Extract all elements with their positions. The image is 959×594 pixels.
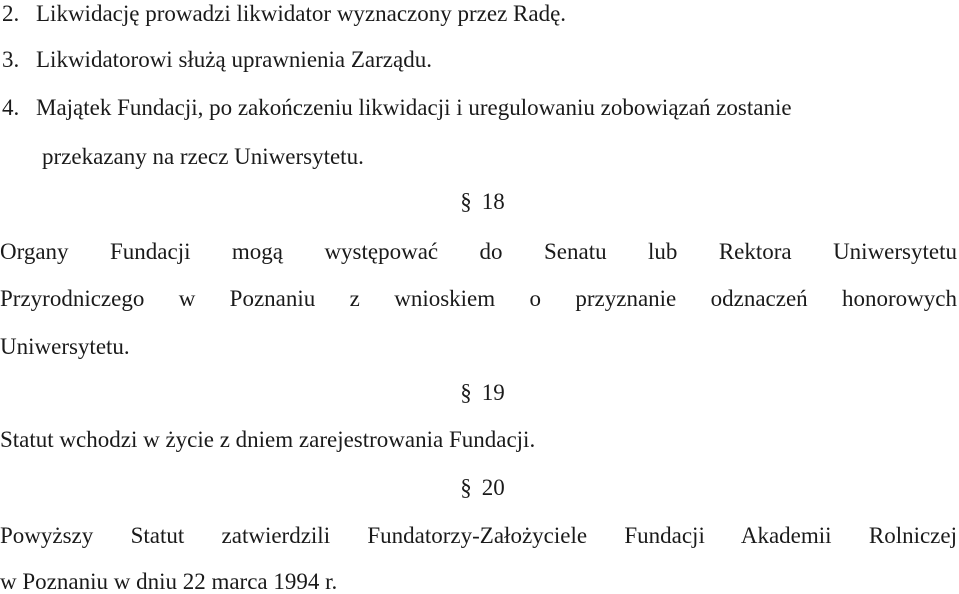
section-18-line-1: Organy Fundacji mogą występować do Senatu lub Rektora Uniwersytetu	[0, 239, 957, 264]
list-number: 4.	[2, 95, 20, 120]
section-number: 20	[481, 475, 505, 500]
section-18-line-2: Przyrodniczego w Poznaniu z wnioskiem o przyznanie odznaczeń honorowych	[0, 286, 957, 311]
list-item-4-continuation: przekazany na rzecz Uniwersytetu.	[42, 144, 364, 169]
list-number: 2.	[2, 1, 20, 26]
list-text: Likwidację prowadzi likwidator wyznaczony przez Radę.	[36, 1, 567, 26]
section-heading-20	[0, 476, 959, 499]
list-item-3	[0, 48, 959, 71]
section-sign: §	[460, 189, 472, 214]
section-heading-19	[0, 381, 959, 404]
section-20-line-1: Powyższy Statut zatwierdzili Fundatorzy-Założyciele Fundacji Akademii Rolniczej	[0, 523, 957, 548]
list-text: Majątek Fundacji, po zakończeniu likwidacji i uregulowaniu zobowiązań zostanie	[36, 95, 792, 120]
section-sign: §	[460, 380, 472, 405]
section-19-line-1: Statut wchodzi w życie z dniem zarejestrowania Fundacji.	[0, 427, 536, 452]
section-number: 19	[481, 380, 505, 405]
list-number: 3.	[2, 47, 20, 72]
section-number: 18	[481, 189, 505, 214]
section-heading-18	[0, 190, 959, 213]
list-item-4	[0, 96, 959, 119]
section-sign: §	[460, 475, 472, 500]
section-18-line-3: Uniwersytetu.	[0, 334, 130, 359]
list-item-2	[0, 2, 959, 25]
section-20-line-2: w Poznaniu w dniu 22 marca 1994 r.	[0, 569, 338, 594]
list-text: Likwidatorowi służą uprawnienia Zarządu.	[36, 47, 432, 72]
